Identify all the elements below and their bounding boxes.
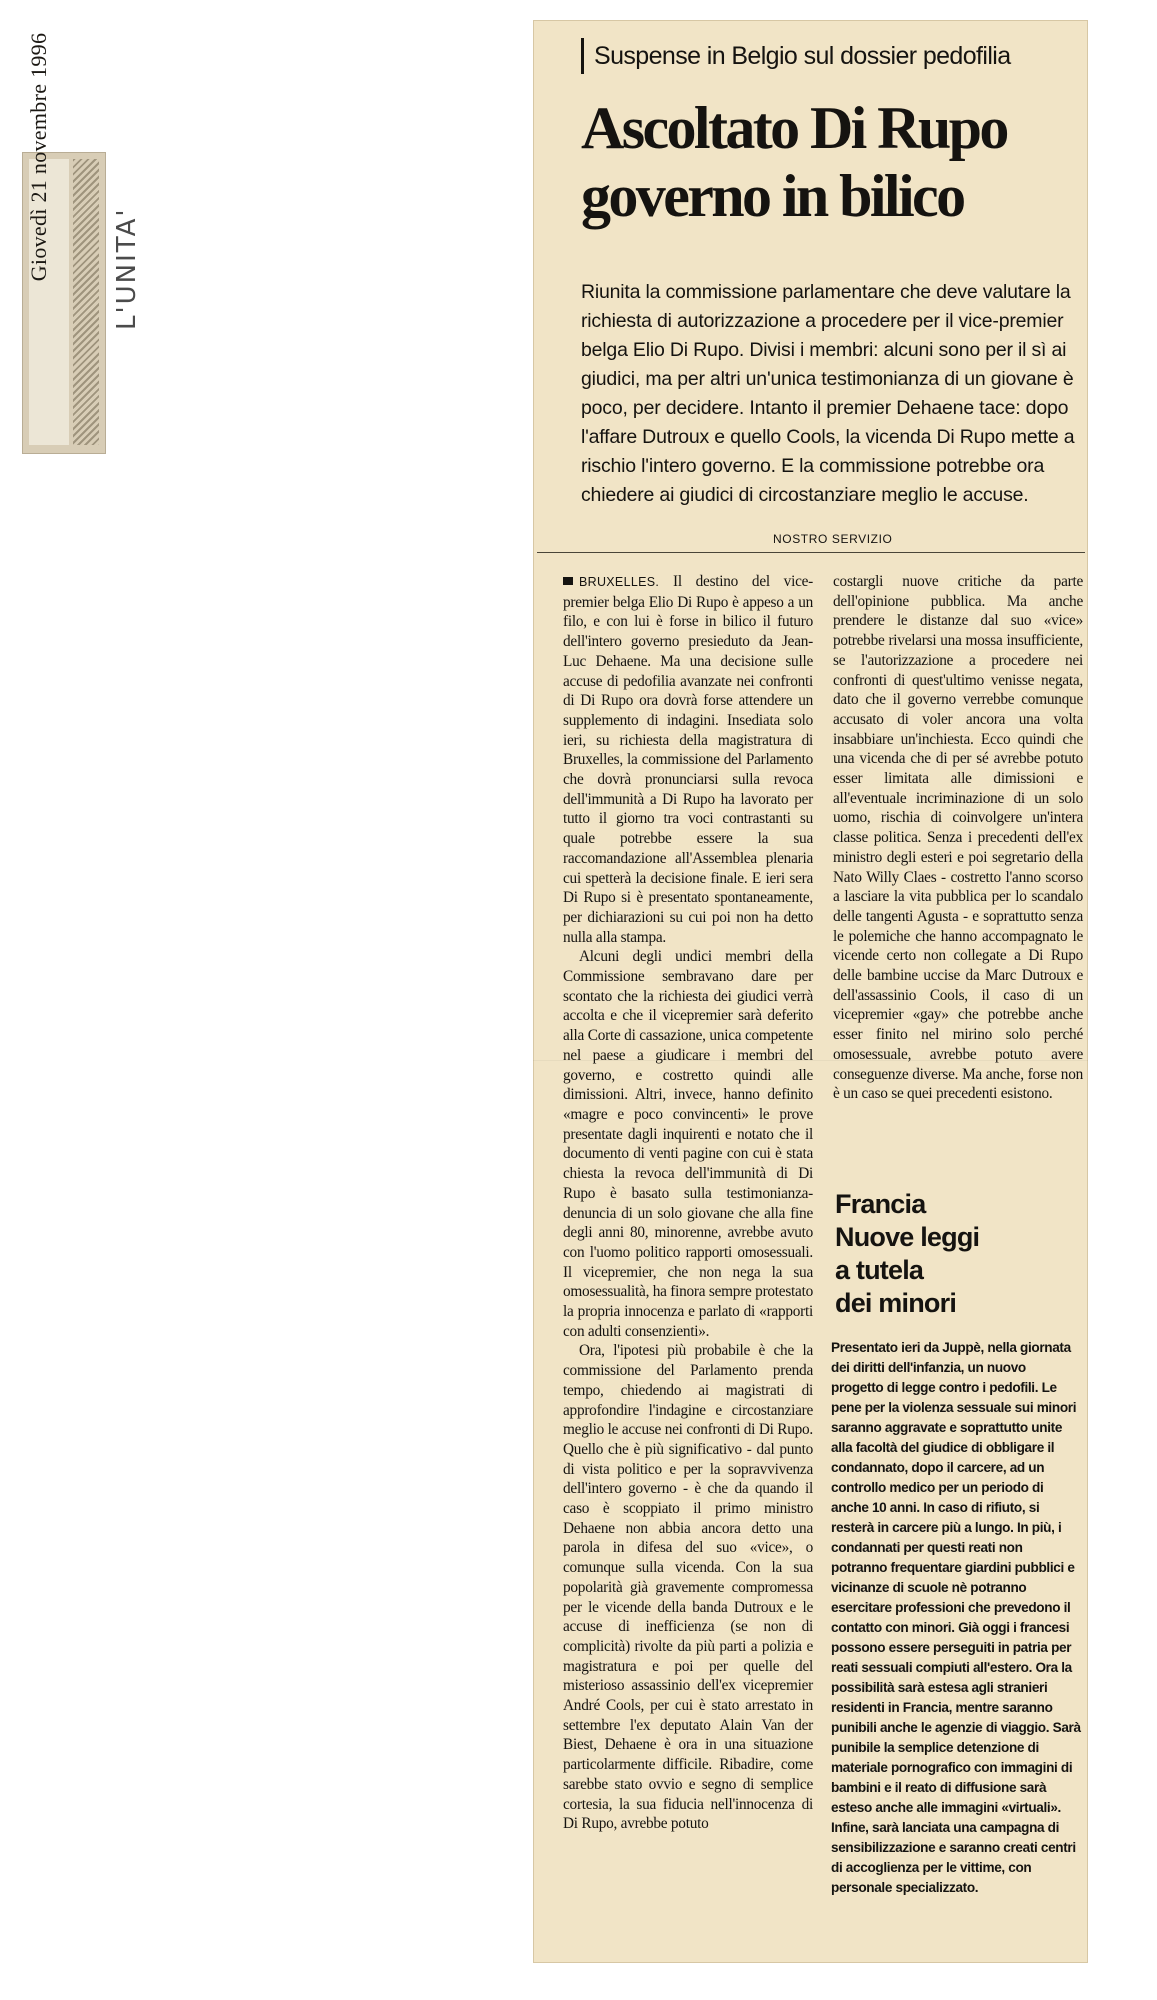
headline-line-2: governo in bilico (581, 163, 964, 229)
article-column-right (833, 572, 1083, 1104)
article-paragraph (563, 572, 813, 947)
paper-fold (533, 1060, 1088, 1061)
article-kicker: Suspense in Belgio sul dossier pedofilia (581, 38, 1094, 74)
article-paragraph: costargli nuove critiche da parte dell'opinione pubblica. Ma anche prendere le distanze dal suo «vice» potrebbe rivelarsi una mossa insufficiente, se l'autorizzazione a procedere nei confronti di quest'ultimo venisse negata, dato che il governo verrebbe comunque accusato di voler ancora una volta insabbiare un'inchiesta. Ecco quindi che una vicenda che di per sé avrebbe potuto esser limitata alle dimissioni e all'eventuale incriminazione di un solo uomo, rischia di coinvolgere un'intera classe politica. Senza i precedenti dell'ex ministro degli esteri e poi segretario della Nato Willy Claes - costretto l'anno scorso a lasciare la vita pubblica per lo scandalo delle tangenti Agusta - e soprattutto senza le polemiche che hanno accompagnato le vicende certo non collegate a Di Rupo delle bambine uccise da Marc Dutroux e dell'assassinio Cools, il caso di un vicepremier «gay» che potrebbe anche esser finito nel mirino solo perché omosessuale, avrebbe potuto avere conseguenze diverse. Ma anche, forse non è un caso se quei precedenti esistono. (833, 573, 1083, 1103)
headline-line-1: Ascoltato Di Rupo (581, 95, 1007, 161)
sidebar-title-line-2: Nuove leggi (835, 1222, 980, 1252)
article-paragraph: Ora, l'ipotesi più probabile è che la commissione del Parlamento prenda tempo, chiedendo ai magistrati di approfondire l'indagine e circostanziare meglio le accuse nei confronti di Di Rupo. Quello che è più significativo - dal punto di vista politico e per la sopravvivenza dell'intero governo - è che da quando il caso è scoppiato il primo ministro Dehaene non abbia ancora detto una parola in difesa del suo «vice», o comunque sulla vicenda. Con la sua popolarità già gravemente compromessa per le vicende della banda Dutroux e le accuse di inefficienza (se non di complicità) rivolte da più parti a polizia e magistratura e poi per quelle del misterioso assassinio dell'ex vicepremier André Cools, per cui è stato arrestato in settembre l'ex deputato Alain Van der Biest, Dehaene è ora in una situazione particolarmente difficile. Ribadire, come sarebbe stato ovvio e segno di semplice cortesia, la sua fiducia nell'innocenza di Di Rupo, avrebbe potuto (563, 1342, 813, 1833)
byline-rule (537, 552, 1085, 553)
sidebar-title-line-4: dei minori (835, 1288, 957, 1318)
dateline: BRUXELLES. (579, 575, 660, 589)
byline: NOSTRO SERVIZIO (773, 532, 893, 546)
paragraph-text: Il destino del vice-premier belga Elio Di Rupo è appeso a un filo, e con lui è forse in bilico il futuro dell'intero governo presieduto da Jean-Luc Dehaene. Ma una decisione sulle accuse di pedofilia avanzate nei confronti di Di Rupo ora dovrà forse attendere un supplemento di indagini. Insediata solo ieri, su richiesta della magistratura di Bruxelles, la commissione del Parlamento che dovrà pronunciarsi sulla revoca dell'immunità a Di Rupo ha lavorato per tutto il giorno tra voci contrastanti su quale potrebbe essere la sua raccomandazione all'Assemblea plenaria cui spetterà la decisione finale. E ieri sera Di Rupo si è presentato spontaneamente, per dichiarazioni su cui poi non ha detto nulla alla stampa. (563, 573, 814, 946)
sidebar-title (835, 1188, 1075, 1320)
handwritten-newspaper-note: L'UNITA' (112, 207, 142, 330)
article-headline (581, 94, 1091, 230)
sidebar-title-line-1: Francia (835, 1189, 926, 1219)
article-summary: Riunita la commissione parlamentare che deve valutare la richiesta di autorizzazione a procedere per il vice-premier belga Elio Di Rupo. Divisi i membri: alcuni sono per il sì ai giudici, ma per altri un'unica testimonianza di un giovane è poco, per decidere. Intanto il premier Dehaene tace: dopo l'affare Dutroux e quello Cools, la vicenda Di Rupo mette a rischio l'intero governo. E la commissione potrebbe ora chiedere ai giudici di circostanziare meglio le accuse. (581, 281, 1075, 506)
article-column-left (563, 572, 813, 1834)
date-strip-hatching (73, 159, 99, 445)
article-paragraph: Alcuni degli undici membri della Commissione sembravano dare per scontato che la richiesta dei giudici verrà accolta e che il vicepremier sarà deferito alla Corte di cassazione, unica competente nel paese a giudicare i membri del governo, e costretto quindi alle dimissioni. Altri, invece, hanno definito «magre e poco convincenti» le prove presentate dagli inquirenti e notato che il documento di venti pagine con cui è stata chiesta la revoca dell'immunità di Di Rupo è basato sulla testimonianza-denuncia di un solo giovane che alla fine degli anni 80, minorenne, avrebbe avuto con l'uomo politico rapporti omosessuali. Il vicepremier, che non nega la sua omosessualità, ha finora sempre protestato la propria innocenza e parlato di «rapporti con adulti consenzienti». (563, 948, 813, 1340)
dateline-marker (563, 577, 573, 585)
sidebar-body: Presentato ieri da Juppè, nella giornata dei diritti dell'infanzia, un nuovo progetto di legge contro i pedofili. Le pene per la violenza sessuale sui minori saranno aggravate e soprattutto unite alla facoltà del giudice di obbligare il condannato, dopo il carcere, ad un controllo medico per un periodo di anche 10 anni. In caso di rifiuto, si resterà in carcere più a lungo. In più, i condannati per questi reati non potranno frequentare giardini pubblici e vicinanze di scuole nè potranno esercitare professioni che prevedono il contatto con minori. Già oggi i francesi possono essere perseguiti in patria per reati sessuali compiuti all'estero. Ora la possibilità sarà estesa agli stranieri residenti in Francia, mentre saranno punibili anche le agenzie di viaggio. Sarà punibile la semplice detenzione di materiale pornografico con immagini di bambini e il reato di diffusione sarà esteso anche alle immagini «virtuali». Infine, sarà lanciata una campagna di sensibilizzazione e saranno creati centri di accoglienza per le vittime, con personale specializzato. (831, 1340, 1081, 1895)
sidebar-title-line-3: a tutela (835, 1255, 924, 1285)
publication-date: Giovedì 21 novembre 1996 (26, 32, 51, 282)
newspaper-clipping (533, 20, 1088, 1963)
